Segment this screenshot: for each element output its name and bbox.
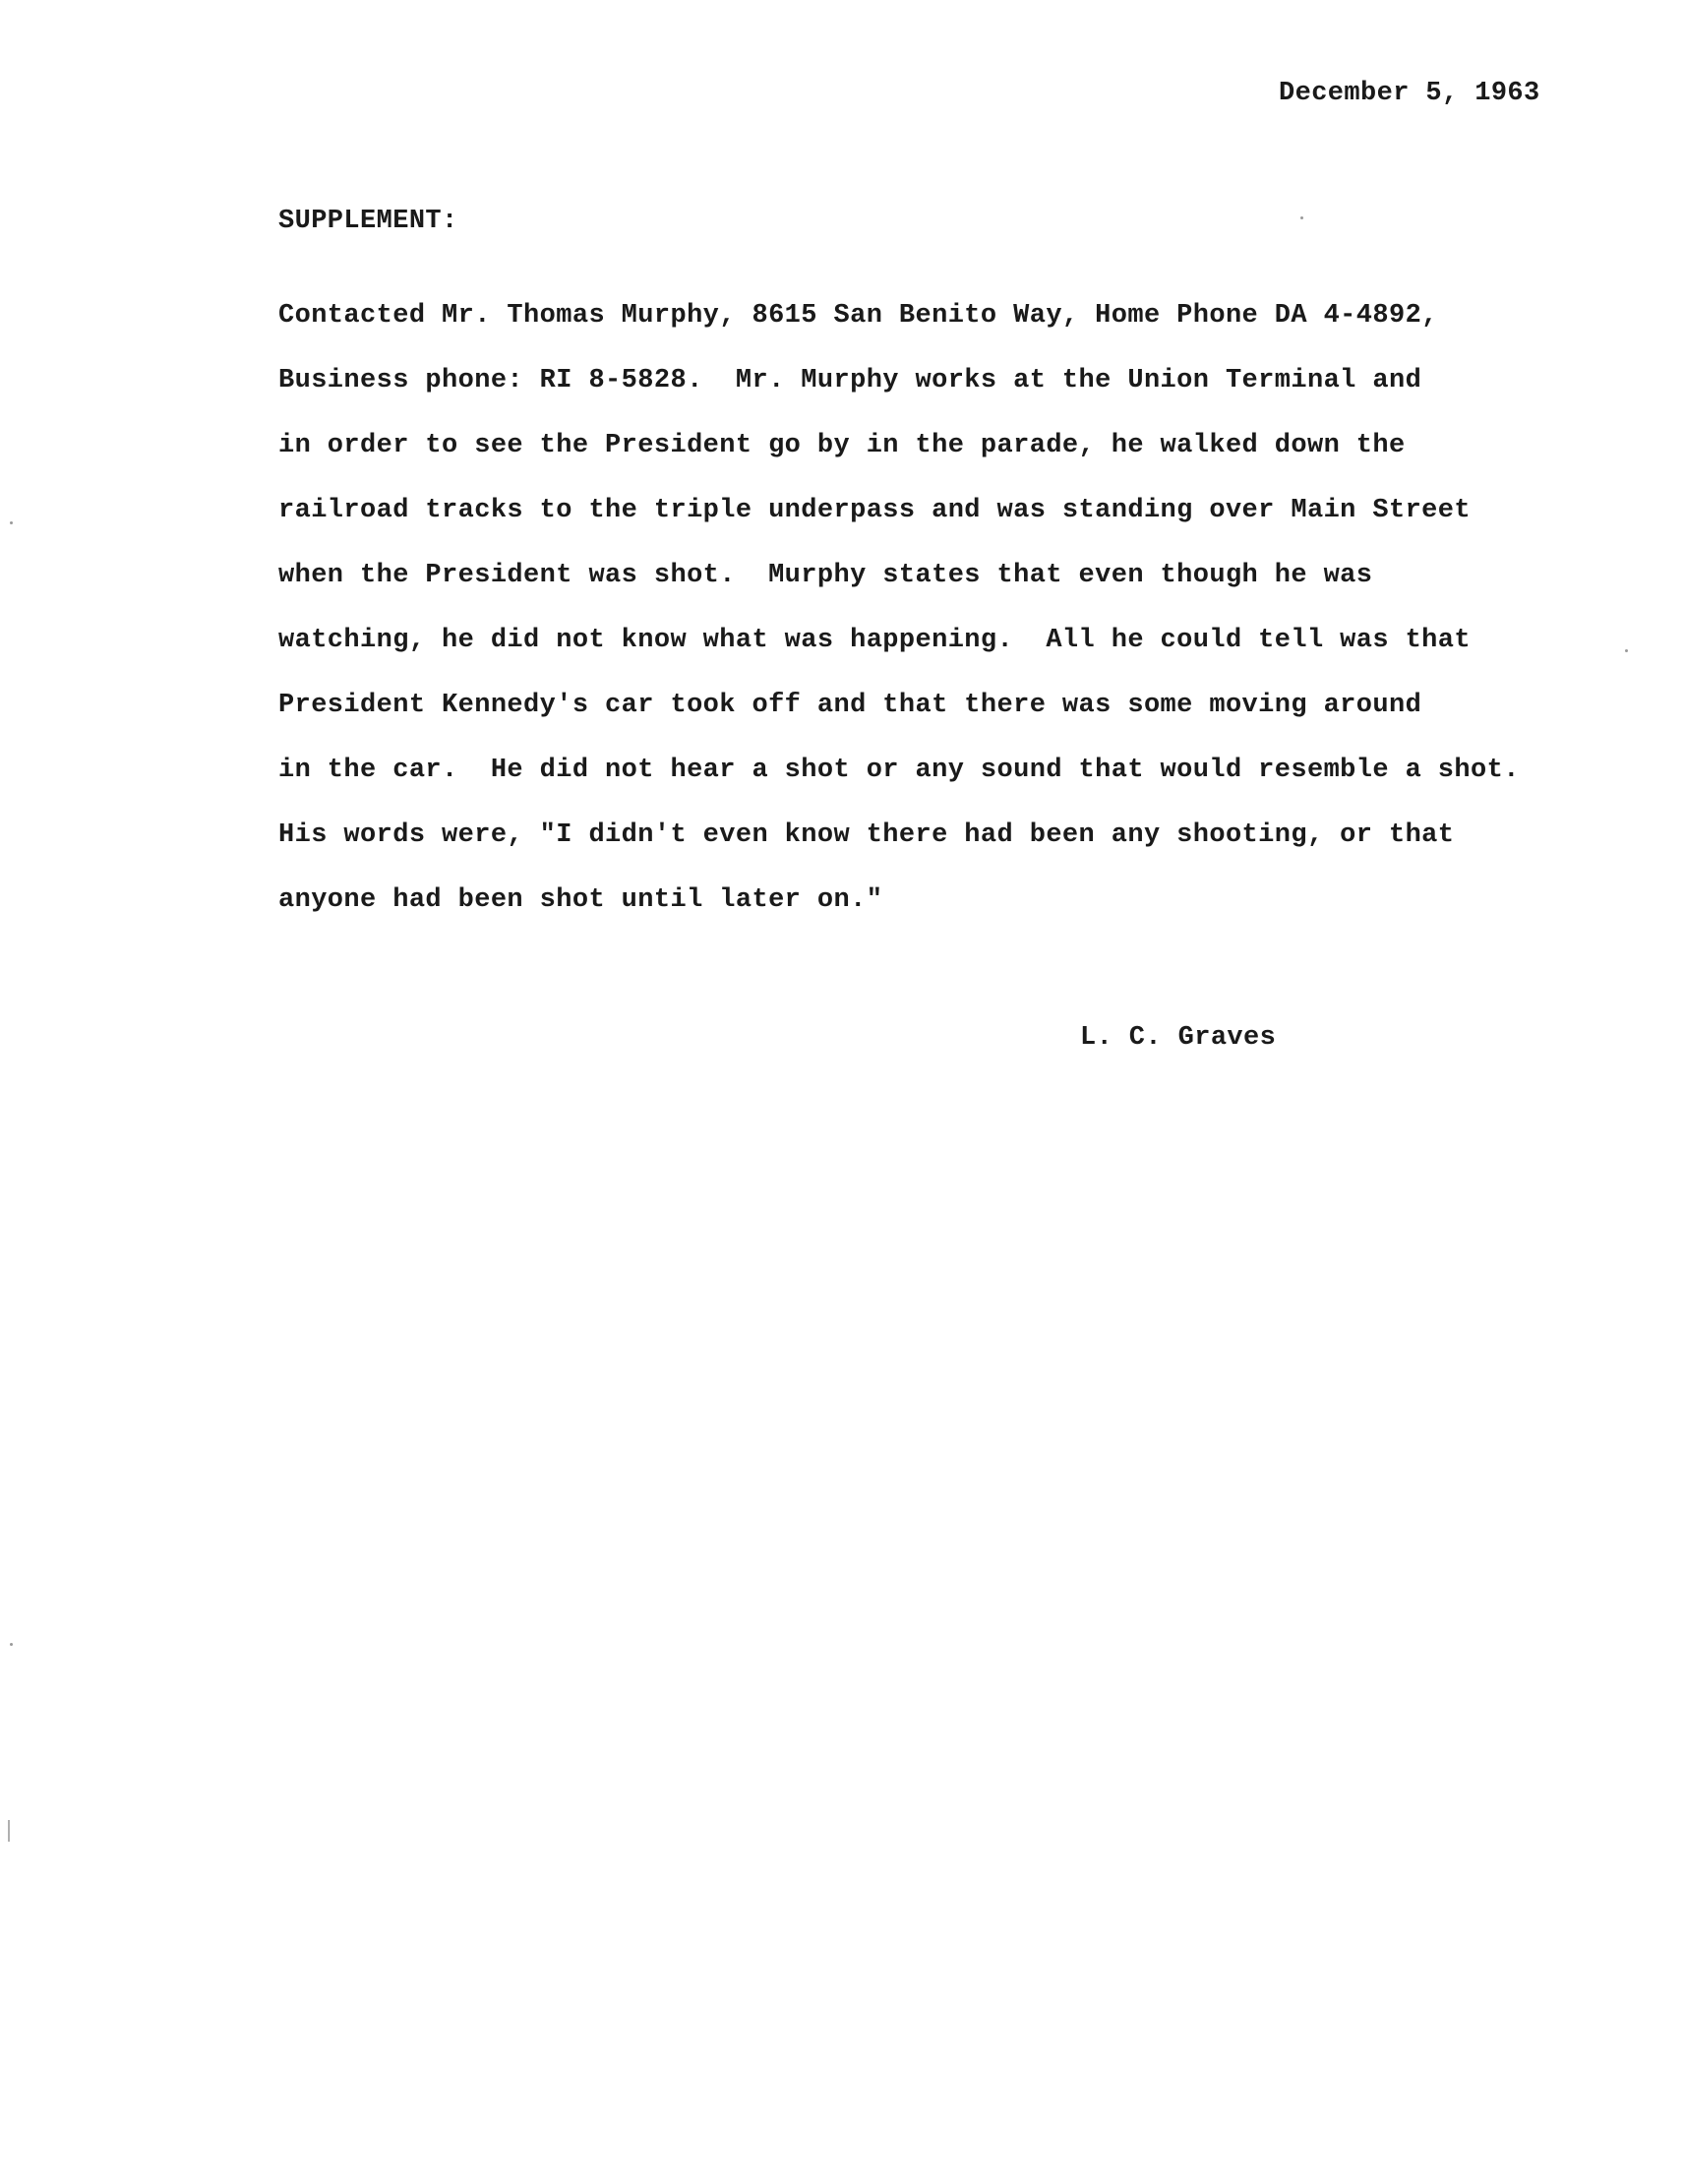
document-heading: SUPPLEMENT: (278, 207, 458, 236)
scan-speck (10, 521, 13, 524)
body-line: in order to see the President go by in the parade, he walked down the (278, 431, 1406, 460)
body-line: Contacted Mr. Thomas Murphy, 8615 San Benito Way, Home Phone DA 4-4892, (278, 301, 1438, 331)
body-line: Business phone: RI 8-5828. Mr. Murphy works at the Union Terminal and (278, 366, 1422, 395)
scan-speck (1300, 216, 1303, 219)
signature: L. C. Graves (1080, 1023, 1277, 1053)
body-line: in the car. He did not hear a shot or any sound that would resemble a shot. (278, 756, 1520, 785)
scan-speck (10, 1643, 13, 1646)
body-line: railroad tracks to the triple underpass and was standing over Main Street (278, 496, 1471, 525)
body-line: when the President was shot. Murphy states that even though he was (278, 561, 1373, 590)
body-line: His words were, "I didn't even know there had been any shooting, or that (278, 820, 1455, 850)
scan-edge-mark (8, 1820, 10, 1842)
document-date: December 5, 1963 (1279, 79, 1540, 108)
body-line: anyone had been shot until later on." (278, 885, 883, 915)
body-line: President Kennedy's car took off and that there was some moving around (278, 691, 1422, 720)
body-line: watching, he did not know what was happening. All he could tell was that (278, 626, 1471, 655)
scan-speck (1625, 649, 1628, 652)
